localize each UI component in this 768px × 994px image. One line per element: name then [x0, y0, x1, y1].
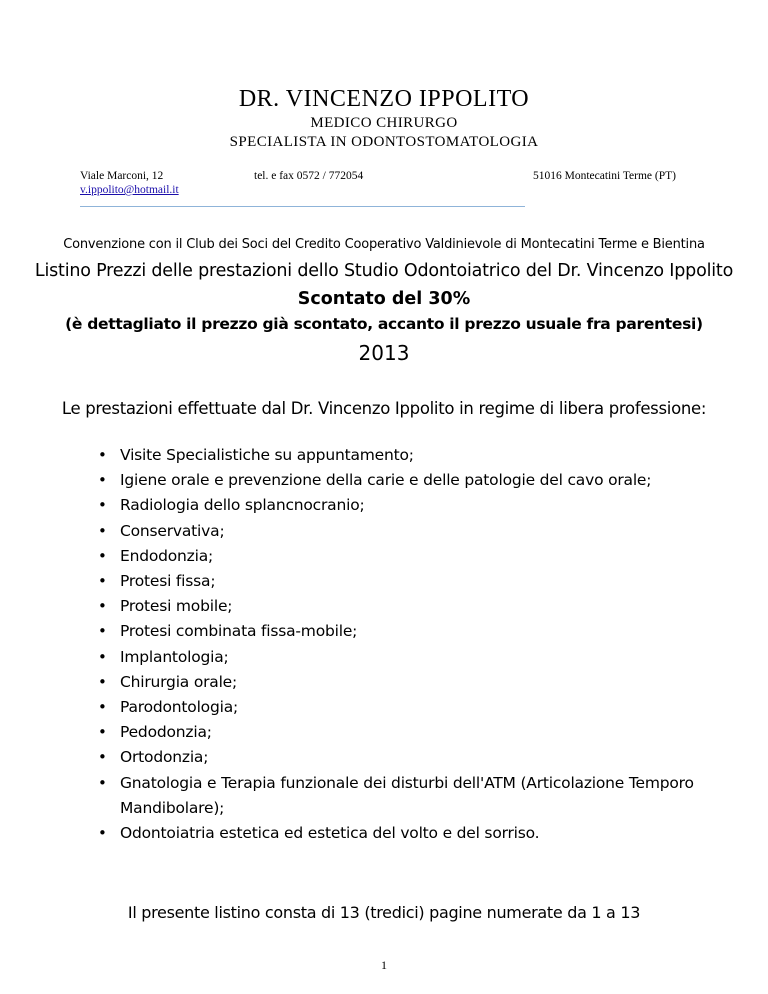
list-item	[98, 594, 698, 619]
bullet-icon: •	[98, 647, 107, 666]
list-item-text: Igiene orale e prevenzione della carie e delle patologie del cavo orale;	[120, 471, 652, 490]
convention-line: Convenzione con il Club dei Soci del Credito Cooperativo Valdinievole di Montecatini Terme e Bientina	[63, 237, 705, 252]
list-item	[98, 468, 698, 493]
list-item	[98, 745, 698, 770]
list-item-text: Conservativa;	[120, 521, 225, 540]
list-item-text: Parodontologia;	[120, 698, 239, 717]
header-divider	[80, 206, 525, 207]
list-item	[98, 569, 698, 594]
doctor-name: DR. VINCENZO IPPOLITO	[238, 86, 530, 112]
list-item-text: Radiologia dello splancnocranio;	[120, 496, 365, 515]
list-item-text: Protesi combinata fissa-mobile;	[120, 622, 358, 641]
list-item-text: Chirurgia orale;	[120, 672, 238, 691]
footer-note: Il presente listino consta di 13 (tredici) pagine numerate da 1 a 13	[127, 903, 641, 922]
page-number: 1	[381, 958, 387, 972]
bullet-icon: •	[98, 597, 107, 616]
bullet-icon: •	[98, 471, 107, 490]
title-line-2: SPECIALISTA IN ODONTOSTOMATOLOGIA	[229, 134, 539, 150]
list-item-text: Implantologia;	[120, 647, 229, 666]
price-detail-note: (è dettagliato il prezzo già scontato, accanto il prezzo usuale fra parentesi)	[65, 315, 703, 333]
list-item	[98, 695, 698, 720]
discount-heading: Scontato del 30%	[297, 289, 471, 309]
list-item	[98, 645, 698, 670]
year: 2013	[358, 341, 410, 365]
bullet-icon: •	[98, 622, 107, 641]
list-item	[98, 720, 698, 745]
bullet-icon: •	[98, 521, 107, 540]
address: Viale Marconi, 12	[80, 170, 164, 182]
list-item-text: Protesi mobile;	[120, 597, 233, 616]
bullet-icon: •	[98, 748, 107, 767]
bullet-icon: •	[98, 496, 107, 515]
bullet-icon: •	[98, 698, 107, 717]
bullet-icon: •	[98, 546, 107, 565]
bullet-icon: •	[98, 773, 107, 792]
bullet-icon: •	[98, 672, 107, 691]
phone-fax: tel. e fax 0572 / 772054	[254, 170, 364, 182]
bullet-icon: •	[98, 446, 107, 464]
services-list	[98, 443, 698, 846]
list-item	[98, 771, 698, 821]
list-item	[98, 519, 698, 544]
list-item	[98, 493, 698, 518]
list-item-text: Visite Specialistiche su appuntamento;	[120, 446, 414, 464]
list-item-text: Protesi fissa;	[120, 572, 216, 591]
email-link[interactable]: v.ippolito@hotmail.it	[80, 184, 179, 196]
bullet-icon: •	[98, 824, 107, 843]
services-heading: Le prestazioni effettuate dal Dr. Vincenzo Ippolito in regime di libera professione:	[61, 399, 707, 418]
list-item	[98, 443, 698, 468]
bullet-icon: •	[98, 723, 107, 742]
city: 51016 Montecatini Terme (PT)	[532, 170, 676, 182]
list-item	[98, 544, 698, 569]
list-item-text: Odontoiatria estetica ed estetica del volto e del sorriso.	[120, 824, 540, 843]
list-item	[98, 670, 698, 695]
list-item-text: Ortodonzia;	[120, 748, 209, 767]
bullet-icon: •	[98, 572, 107, 591]
list-item-text: Gnatologia e Terapia funzionale dei disturbi dell'ATM (Articolazione Temporo Mandibolare);	[120, 773, 694, 817]
list-item	[98, 821, 698, 846]
list-item-text: Pedodonzia;	[120, 723, 212, 742]
title-line-1: MEDICO CHIRURGO	[310, 115, 458, 131]
list-item	[98, 619, 698, 644]
listino-heading: Listino Prezzi delle prestazioni dello Studio Odontoiatrico del Dr. Vincenzo Ippolito	[34, 261, 734, 281]
list-item-text: Endodonzia;	[120, 546, 214, 565]
